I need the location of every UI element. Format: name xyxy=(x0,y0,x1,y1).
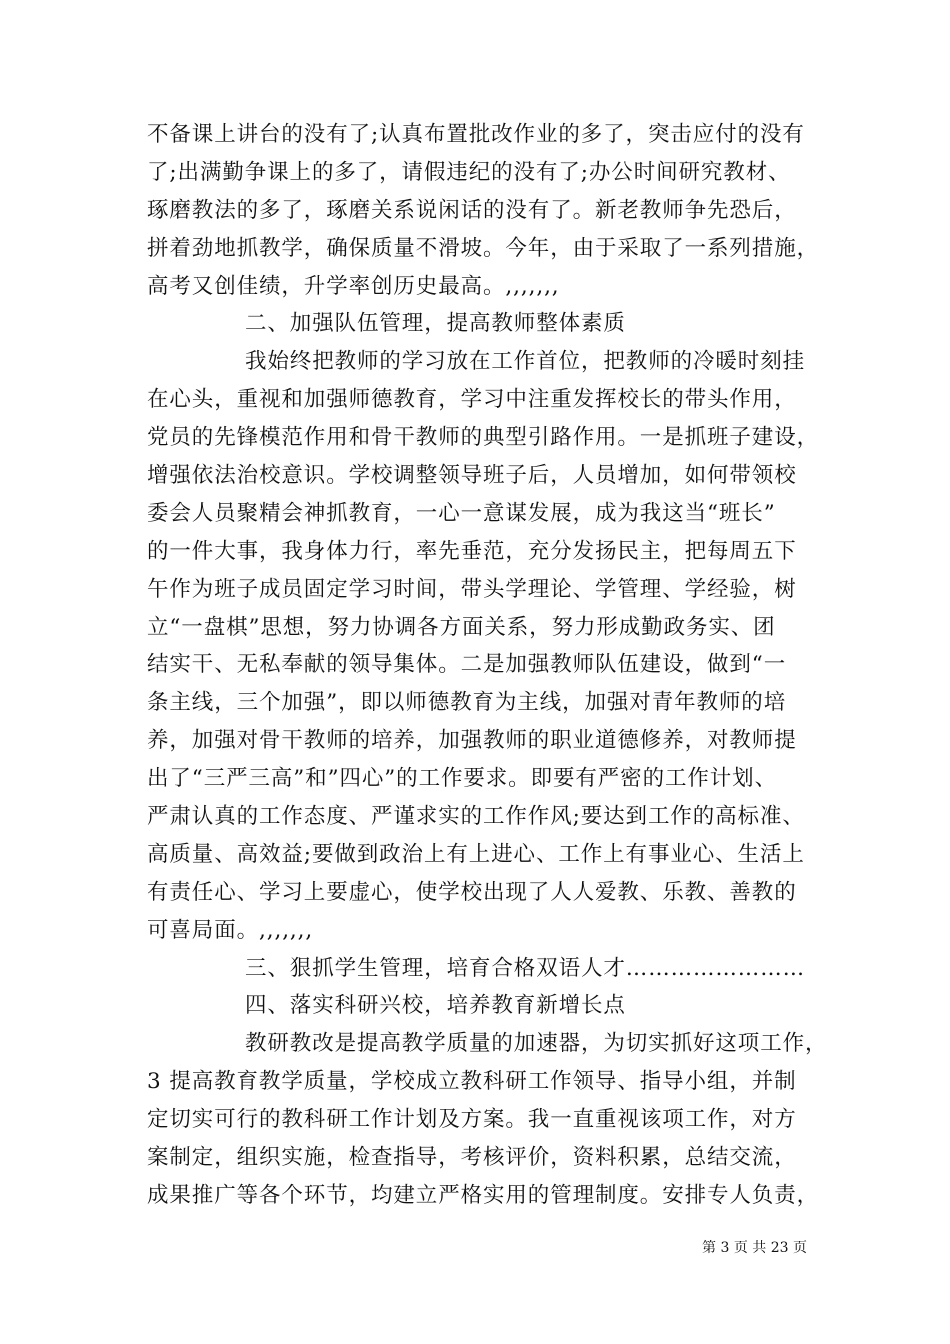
text-line: 党员的先锋模范作用和骨干教师的典型引路作用。一是抓班子建设， xyxy=(147,425,820,451)
text-line: 高考又创佳绩，升学率创历史最高。,,,,,,, xyxy=(147,273,560,299)
document-body xyxy=(147,116,827,1215)
text-line: 琢磨教法的多了，琢磨关系说闲话的没有了。新老教师争先恐后， xyxy=(147,197,797,223)
text-line: 养，加强对骨干教师的培养，加强教师的职业道德修养，对教师提 xyxy=(147,728,797,754)
section-heading-2: 二、加强队伍管理，提高教师整体素质 xyxy=(245,311,626,337)
paragraph-first-line: 教研教改是提高教学质量的加速器，为切实抓好这项工作， xyxy=(245,1031,828,1057)
section-heading-3: 三、狠抓学生管理，培育合格双语人才…………………… xyxy=(245,955,806,981)
text-line: 出了“三严三高”和”四心”的工作要求。即要有严密的工作计划、 xyxy=(147,766,777,792)
text-line: 严肃认真的工作态度、严谨求实的工作作风;要达到工作的高标准、 xyxy=(147,804,805,830)
text-line: 增强依法治校意识。学校调整领导班子后，人员增加，如何带领校 xyxy=(147,463,797,489)
text-line: 了;出满勤争课上的多了，请假违纪的没有了;办公时间研究教材、 xyxy=(147,159,791,185)
text-line: 立“一盘棋”思想，努力协调各方面关系，努力形成勤政务实、团 xyxy=(147,614,776,640)
text-line: 委会人员聚精会神抓教育，一心一意谋发展，成为我这当“班长” xyxy=(147,500,776,526)
page-number: 第 3 页 共 23 页 xyxy=(702,1240,807,1256)
text-line: 有责任心、学习上要虚心，使学校出现了人人爱教、乐教、善教的 xyxy=(147,879,797,905)
text-line: 拼着劲地抓教学，确保质量不滑坡。今年，由于采取了一系列措施， xyxy=(147,235,820,261)
text-line: 案制定，组织实施，检查指导，考核评价，资料积累，总结交流， xyxy=(147,1145,797,1171)
text-line: 条主线，三个加强”，即以师德教育为主线，加强对青年教师的培 xyxy=(147,690,787,716)
paragraph-first-line: 我始终把教师的学习放在工作首位，把教师的冷暖时刻挂 xyxy=(245,349,806,375)
text-line: 不备课上讲台的没有了;认真布置批改作业的多了，突击应付的没有 xyxy=(147,122,805,147)
text-line: 可喜局面。,,,,,,, xyxy=(147,917,314,943)
text-line: 结实干、无私奉献的领导集体。二是加强教师队伍建设，做到“一 xyxy=(147,652,787,678)
text-line: 在心头，重视和加强师德教育，学习中注重发挥校长的带头作用， xyxy=(147,387,797,413)
text-line: 定切实可行的教科研工作计划及方案。我一直重视该项工作，对方 xyxy=(147,1107,797,1133)
text-line: 成果推广等各个环节，均建立严格实用的管理制度。安排专人负责， xyxy=(147,1182,820,1208)
section-heading-4: 四、落实科研兴校，培养教育新增长点 xyxy=(245,993,626,1019)
text-line: 高质量、高效益;要做到政治上有上进心、工作上有事业心、生活上 xyxy=(147,841,805,867)
text-line: 3 提高教育教学质量，学校成立教科研工作领导、指导小组，并制 xyxy=(147,1069,797,1095)
text-line: 的一件大事，我身体力行，率先垂范，充分发扬民主，把每周五下 xyxy=(147,538,797,564)
text-line: 午作为班子成员固定学习时间，带头学理论、学管理、学经验，树 xyxy=(147,576,797,602)
